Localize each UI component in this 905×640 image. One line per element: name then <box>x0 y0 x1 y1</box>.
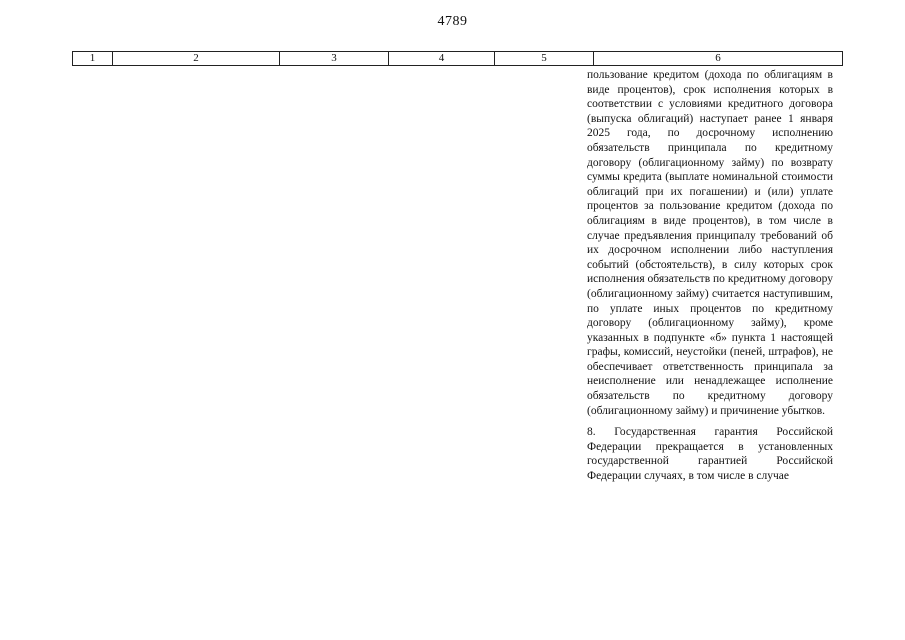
column-2-header: 2 <box>113 52 280 66</box>
page-number: 4789 <box>437 14 468 29</box>
continuation-paragraph: пользование кредитом (дохода по облигациям в виде процентов), срок исполнения которых в соответствии с условиями кредитного договора (выпуска облигаций) наступает ранее 1 января 2025 года, по досрочному исполнению обязательств принципала по кредитному договору (облигационному займу) по возврату суммы кредита (выплате номинальной стоимости облигаций при их погашении) и (или) уплате процентов за пользование кредитом (дохода по облигациям в виде процентов), в том числе в случае предъявления принципалу требований об их досрочном исполнении либо наступления событий (обстоятельств), в силу которых срок исполнения обязательств по кредитному договору (облигационному займу) считается наступившим, по уплате иных процентов по кредитному договору (облигационному займу), кроме указанных в подпункте «б» пункта 1 настоящей графы, комиссий, неустойки (пеней, штрафов), не обеспечивает ответственность принципала за неисполнение или ненадлежащее исполнение обязательств по кредитному договору (облигационному займу) и причинение убытков. <box>587 69 833 417</box>
column-6-text <box>587 68 833 484</box>
table-header <box>72 51 843 66</box>
column-6-header: 6 <box>594 52 843 66</box>
column-1-header: 1 <box>73 52 113 66</box>
column-4-header: 4 <box>389 52 495 66</box>
column-5-header: 5 <box>495 52 594 66</box>
table-header-row <box>73 52 843 66</box>
column-3-header: 3 <box>280 52 389 66</box>
paragraph-8: 8. Государственная гарантия Российской Федерации прекращается в установленных государственной гарантией Российской Федерации случаях, в том числе в случае <box>587 426 833 483</box>
